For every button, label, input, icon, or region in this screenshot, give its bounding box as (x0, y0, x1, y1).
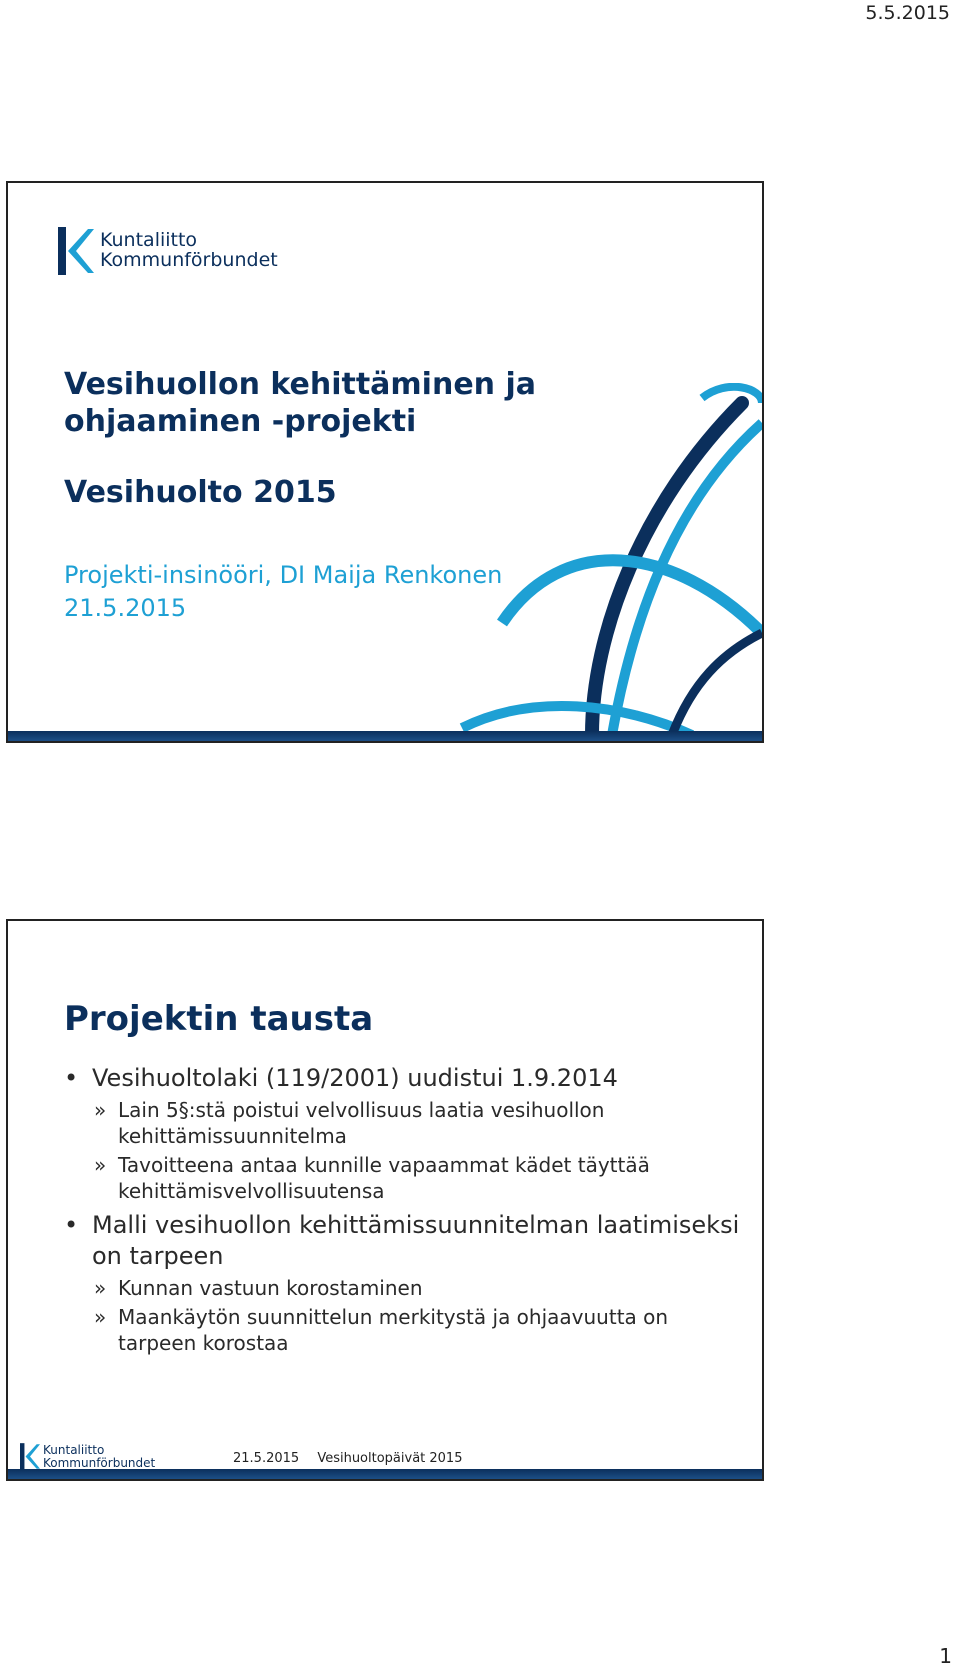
kuntaliitto-logo (58, 227, 278, 275)
kuntaliitto-k-icon (20, 1443, 40, 1470)
footer-date: 21.5.2015 (233, 1451, 300, 1466)
kuntaliitto-k-icon (58, 227, 94, 275)
slide-title: Projektin tausta (64, 999, 374, 1039)
bullet-text: Vesihuoltolaki (119/2001) uudistui 1.9.2014 (92, 1064, 618, 1092)
bullet-item (64, 1210, 744, 1272)
presenter-block (64, 559, 502, 625)
presentation-subtitle: Vesihuolto 2015 (64, 475, 337, 510)
presentation-title: Vesihuollon kehittäminen ja ohjaaminen -projekti (64, 367, 537, 439)
presenter-name: Projekti-insinööri, DI Maija Renkonen (64, 561, 503, 589)
footer-logo (20, 1443, 155, 1470)
slide-bottom-bar (8, 731, 762, 741)
presentation-date: 21.5.2015 (64, 594, 187, 622)
bullet-text: Malli vesihuollon kehittämissuunnitelman laatimiseksi on tarpeen (92, 1211, 740, 1270)
logo-line-2: Kommunförbundet (100, 249, 278, 271)
double-chevron-icon: » (94, 1153, 107, 1177)
bullet-dot-icon: • (64, 1211, 79, 1239)
logo-line-1: Kuntaliitto (100, 229, 198, 252)
slide-bottom-bar (8, 1469, 762, 1479)
slide-2 (6, 919, 764, 1481)
page-date: 5.5.2015 (865, 2, 950, 24)
bullet-list (64, 1057, 744, 1356)
sub-bullet-text: Maankäytön suunnittelun merkitystä ja ohjaavuutta on tarpeen korostaa (118, 1305, 669, 1355)
sub-bullet-item (94, 1304, 744, 1356)
sub-bullet-text: Tavoitteena antaa kunnille vapaammat kädet täyttää kehittämisvelvollisuutensa (118, 1153, 650, 1203)
logo-line-1: Kuntaliitto (43, 1442, 105, 1457)
bullet-item (64, 1063, 744, 1094)
sub-bullet-item (94, 1275, 744, 1301)
bullet-dot-icon: • (64, 1064, 79, 1092)
sub-bullet-text: Lain 5§:stä poistui velvollisuus laatia vesihuollon kehittämissuunnitelma (118, 1098, 605, 1148)
slide-1 (6, 181, 764, 743)
double-chevron-icon: » (94, 1276, 107, 1300)
sub-bullet-text: Kunnan vastuun korostaminen (118, 1276, 423, 1300)
slide-footer (233, 1451, 476, 1466)
footer-event: Vesihuoltopäivät 2015 (317, 1451, 463, 1466)
logo-line-2: Kommunförbundet (43, 1455, 156, 1470)
sub-bullet-item (94, 1152, 744, 1204)
sub-bullet-item (94, 1097, 744, 1149)
page-number: 1 (939, 1644, 952, 1668)
double-chevron-icon: » (94, 1098, 107, 1122)
double-chevron-icon: » (94, 1305, 107, 1329)
